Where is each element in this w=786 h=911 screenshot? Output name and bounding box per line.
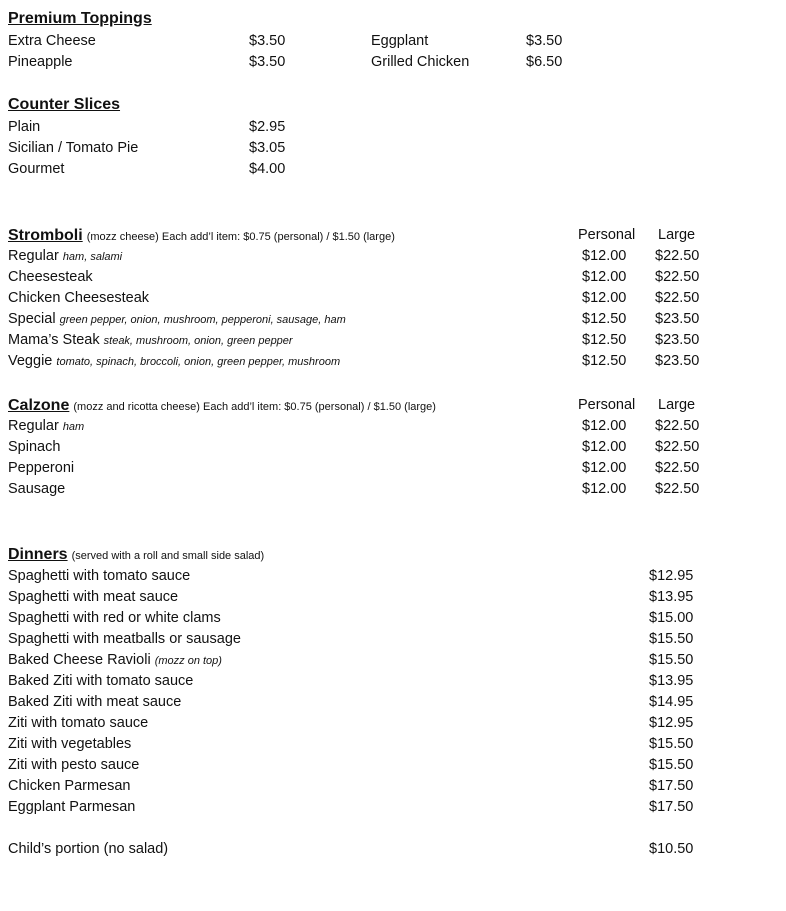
- menu-item-price: $13.95: [649, 673, 694, 689]
- menu-item-name: Spaghetti with red or white clams: [8, 610, 221, 626]
- menu-item-name: Regular: [8, 418, 59, 434]
- menu-row: [8, 587, 748, 608]
- menu-row: [8, 692, 748, 713]
- price-personal: $12.00: [582, 439, 627, 455]
- menu-item-description: green pepper, onion, mushroom, pepperoni, sausage, ham: [59, 314, 346, 326]
- menu-item-price: $12.95: [649, 568, 694, 584]
- menu-item-price: $6.50: [526, 54, 563, 70]
- menu-row: [8, 458, 748, 479]
- menu-item-title: [8, 246, 122, 268]
- menu-item-name: Cheesesteak: [8, 269, 93, 285]
- dinners-heading: Dinners: [8, 546, 68, 563]
- menu-row: [8, 416, 748, 437]
- menu-row: [8, 246, 748, 267]
- menu-item-name: Chicken Cheesesteak: [8, 290, 150, 306]
- menu-item-name: Regular: [8, 248, 59, 264]
- menu-item-name: Eggplant: [371, 33, 429, 49]
- menu-row: [8, 797, 748, 818]
- menu-row: [8, 566, 748, 587]
- menu-item-price: $3.50: [526, 33, 563, 49]
- menu-item-description: steak, mushroom, onion, green pepper: [103, 335, 293, 347]
- price-personal: $12.00: [582, 460, 627, 476]
- menu-item-name: Spaghetti with tomato sauce: [8, 568, 191, 584]
- price-personal: $12.00: [582, 269, 627, 285]
- menu-row: [8, 776, 748, 797]
- menu-item-price: $15.00: [649, 610, 694, 626]
- menu-item-title: [8, 650, 222, 672]
- price-large: $22.50: [655, 460, 700, 476]
- menu-row: [8, 671, 748, 692]
- price-large: $23.50: [655, 353, 700, 369]
- menu-item-name: Pineapple: [8, 54, 73, 70]
- menu-item-title: [8, 351, 340, 373]
- calzone-heading: Calzone: [8, 397, 70, 414]
- menu-item-name: Grilled Chicken: [371, 54, 470, 70]
- menu-item-price: $15.50: [649, 631, 694, 647]
- price-personal: $12.50: [582, 332, 627, 348]
- price-large: $22.50: [655, 481, 700, 497]
- menu-item-name: Spaghetti with meatballs or sausage: [8, 631, 241, 647]
- price-large: $22.50: [655, 248, 700, 264]
- menu-item-description: (mozz on top): [154, 655, 222, 667]
- menu-row: [8, 267, 748, 288]
- price-personal: $12.00: [582, 290, 627, 306]
- menu-item-price: $15.50: [649, 652, 694, 668]
- menu-row: [8, 330, 748, 351]
- menu-item-name: Pepperoni: [8, 460, 75, 476]
- menu-item-price: $14.95: [649, 694, 694, 710]
- menu-row: [8, 650, 748, 671]
- menu-item-price: $3.50: [249, 33, 286, 49]
- menu-row: [8, 479, 748, 500]
- column-header-personal: Personal: [578, 227, 636, 243]
- counter-slices-heading: Counter Slices: [8, 96, 121, 113]
- child-portion-price: $10.50: [649, 841, 694, 857]
- menu-row: [8, 351, 748, 372]
- menu-item-price: $3.05: [249, 140, 286, 156]
- menu-item-title: [8, 416, 84, 438]
- stromboli-heading: Stromboli: [8, 227, 83, 244]
- column-header-large: Large: [658, 227, 696, 243]
- price-large: $22.50: [655, 290, 700, 306]
- menu-item-name: Sausage: [8, 481, 66, 497]
- dinners-heading-line: [8, 544, 264, 567]
- stromboli-note: (mozz cheese) Each add’l item: $0.75 (personal) / $1.50 (large): [86, 231, 395, 243]
- menu-item-name: Ziti with pesto sauce: [8, 757, 140, 773]
- menu-row: [8, 608, 748, 629]
- menu-item-name: Ziti with tomato sauce: [8, 715, 149, 731]
- menu-item-price: $17.50: [649, 778, 694, 794]
- menu-item-description: ham: [62, 421, 85, 433]
- menu-item-name: Gourmet: [8, 161, 65, 177]
- price-personal: $12.00: [582, 481, 627, 497]
- menu-item-name: Spinach: [8, 439, 61, 455]
- menu-row: [8, 755, 748, 776]
- menu-item-name: Plain: [8, 119, 41, 135]
- price-large: $22.50: [655, 269, 700, 285]
- menu-item-price: $3.50: [249, 54, 286, 70]
- price-personal: $12.00: [582, 248, 627, 264]
- menu-row: [8, 288, 748, 309]
- menu-item-price: $2.95: [249, 119, 286, 135]
- menu-item-name: Baked Ziti with meat sauce: [8, 694, 182, 710]
- menu-item-price: $15.50: [649, 757, 694, 773]
- menu-item-name: Sicilian / Tomato Pie: [8, 140, 139, 156]
- menu-row: [8, 437, 748, 458]
- menu-item-name: Chicken Parmesan: [8, 778, 131, 794]
- price-large: $22.50: [655, 418, 700, 434]
- price-personal: $12.50: [582, 311, 627, 327]
- menu-item-title: [8, 330, 293, 352]
- menu-item-price: $15.50: [649, 736, 694, 752]
- column-header-personal: Personal: [578, 397, 636, 413]
- menu-item-description: ham, salami: [62, 251, 123, 263]
- menu-item-description: tomato, spinach, broccoli, onion, green pepper, mushroom: [56, 356, 341, 368]
- menu-item-name: Extra Cheese: [8, 33, 96, 49]
- calzone-note: (mozz and ricotta cheese) Each add’l item: $0.75 (personal) / $1.50 (large): [73, 401, 436, 413]
- menu-item-price: $13.95: [649, 589, 694, 605]
- menu-row: [8, 629, 748, 650]
- menu-item-price: $12.95: [649, 715, 694, 731]
- menu-item-name: Mama’s Steak: [8, 332, 100, 348]
- menu-item-name: Special: [8, 311, 56, 327]
- menu-item-name: Ziti with vegetables: [8, 736, 132, 752]
- menu-item-price: $17.50: [649, 799, 694, 815]
- menu-item-name: Baked Ziti with tomato sauce: [8, 673, 194, 689]
- premium-toppings-heading: Premium Toppings: [8, 10, 152, 27]
- menu-item-name: Baked Cheese Ravioli: [8, 652, 151, 668]
- dinners-note: (served with a roll and small side salad): [71, 550, 265, 562]
- menu-item-name: Eggplant Parmesan: [8, 799, 136, 815]
- price-personal: $12.00: [582, 418, 627, 434]
- price-large: $23.50: [655, 332, 700, 348]
- column-header-large: Large: [658, 397, 696, 413]
- price-large: $23.50: [655, 311, 700, 327]
- calzone-heading-line: [8, 395, 436, 418]
- menu-item-name: Spaghetti with meat sauce: [8, 589, 179, 605]
- price-personal: $12.50: [582, 353, 627, 369]
- price-large: $22.50: [655, 439, 700, 455]
- menu-row: [8, 734, 748, 755]
- menu-row: [8, 839, 748, 860]
- menu-row: [8, 713, 748, 734]
- stromboli-heading-line: [8, 225, 395, 248]
- menu-row: [8, 309, 748, 330]
- child-portion-name: Child’s portion (no salad): [8, 841, 169, 857]
- menu-item-price: $4.00: [249, 161, 286, 177]
- menu-item-title: [8, 309, 346, 331]
- menu-item-name: Veggie: [8, 353, 53, 369]
